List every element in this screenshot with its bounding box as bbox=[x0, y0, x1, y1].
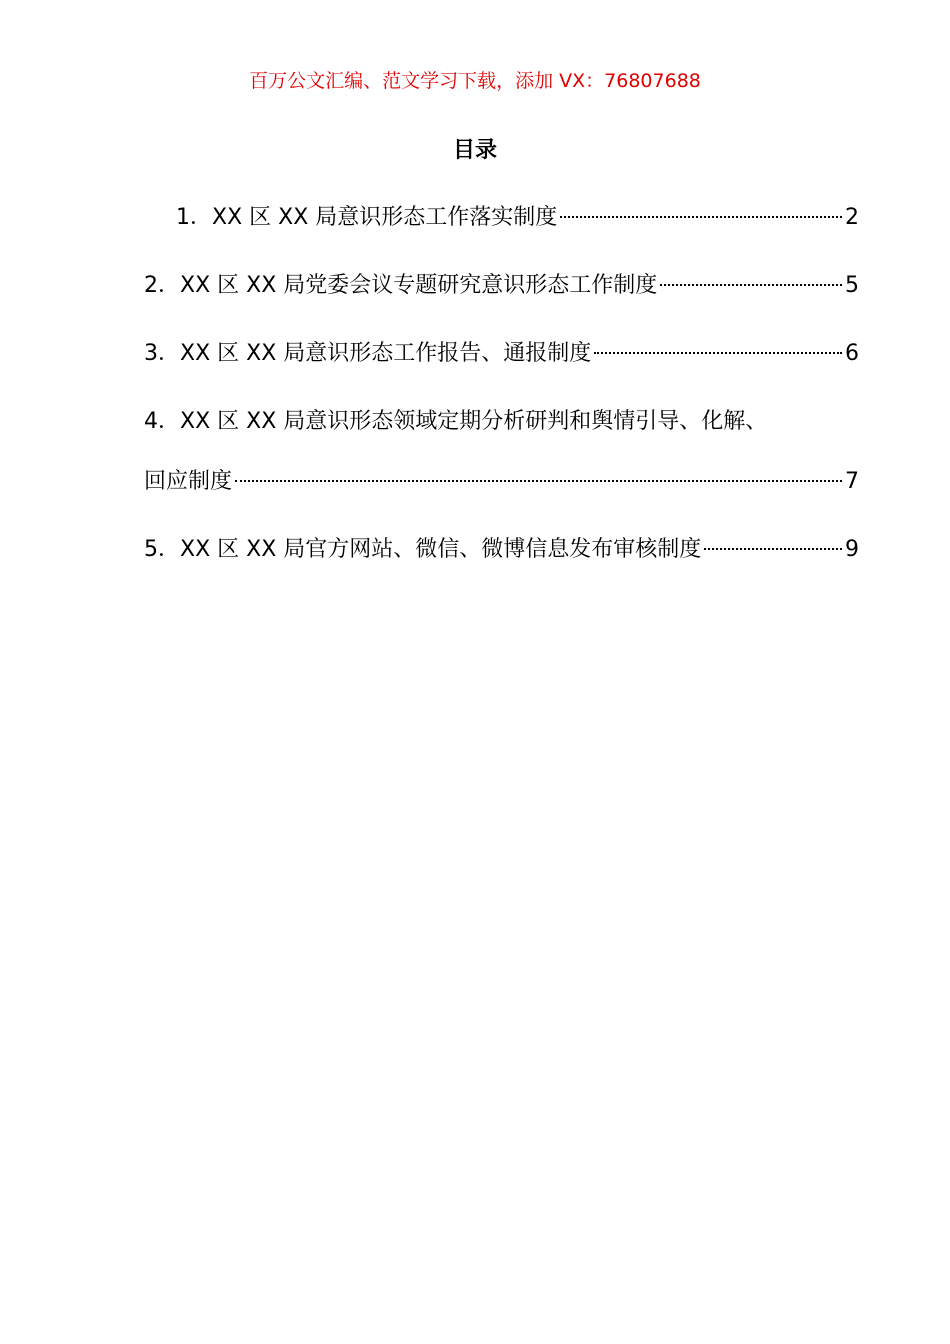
toc-entry-label: 2．XX 区 XX 局党委会议专题研究意识形态工作制度 bbox=[144, 273, 658, 298]
dot-leader bbox=[660, 284, 842, 286]
toc-entry-label: 3．XX 区 XX 局意识形态工作报告、通报制度 bbox=[144, 341, 592, 366]
toc-entry-page: 2 bbox=[845, 205, 859, 230]
toc-entry-1[interactable] bbox=[144, 196, 859, 240]
toc-entry-page: 9 bbox=[845, 537, 859, 562]
toc-entry-4[interactable] bbox=[144, 400, 859, 504]
toc-entry-page: 7 bbox=[845, 469, 859, 494]
header-banner: 百万公文汇编、范文学习下载，添加 VX：76807688 bbox=[249, 70, 701, 92]
toc-entry-label-line1: 4．XX 区 XX 局意识形态领域定期分析研判和舆情引导、化解、 bbox=[144, 409, 768, 434]
toc-title: 目录 bbox=[452, 138, 497, 163]
dot-leader bbox=[235, 480, 842, 482]
toc-entry-label-line2: 回应制度 bbox=[144, 469, 233, 494]
toc-entry-label: 1．XX 区 XX 局意识形态工作落实制度 bbox=[176, 205, 558, 230]
toc-entry-5[interactable] bbox=[144, 528, 859, 572]
toc-entry-3[interactable] bbox=[144, 332, 859, 376]
toc-entry-2[interactable] bbox=[144, 264, 859, 308]
toc-entry-label: 5．XX 区 XX 局官方网站、微信、微博信息发布审核制度 bbox=[144, 537, 702, 562]
toc-entry-page: 6 bbox=[845, 341, 859, 366]
dot-leader bbox=[704, 548, 842, 550]
toc-entry-page: 5 bbox=[845, 273, 859, 298]
dot-leader bbox=[560, 216, 842, 218]
table-of-contents bbox=[144, 196, 859, 596]
dot-leader bbox=[594, 352, 842, 354]
